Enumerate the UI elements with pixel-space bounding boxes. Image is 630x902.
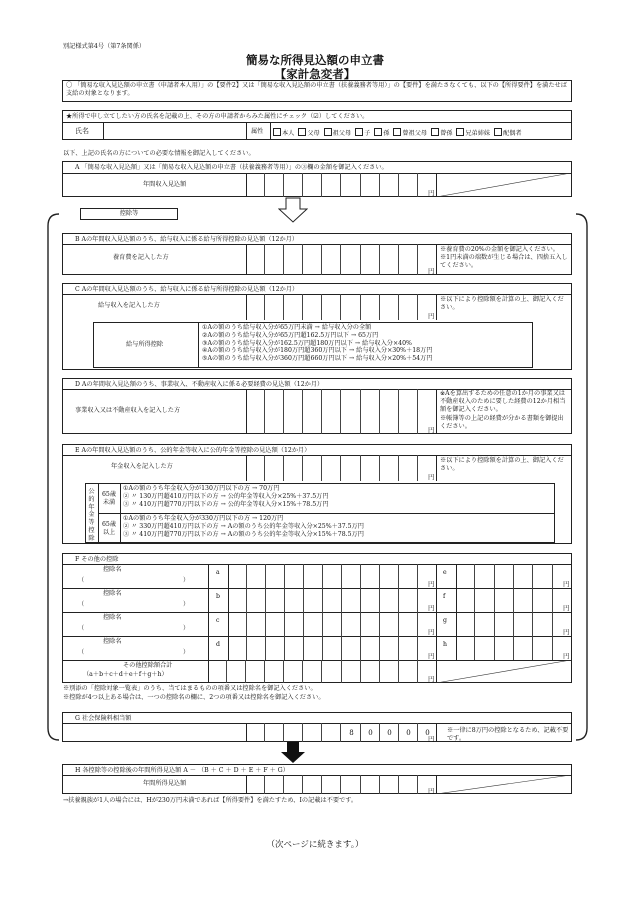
over65-rules: ①Aの額のうち年金収入分が330万円以下の方 → 120万円 ② 〃 330万円超410万円以下の方 → Aの額のうち公的年金等収入分×25%＋37.5万円 ③ 〃 410万円超770万円以下の方 → Aの額のうち公的年金等収入分×15%＋78.5万円 [123, 515, 364, 538]
section-f-total-formula: （a＋b＋c＋d＋e＋f＋g＋h） [83, 671, 168, 678]
section-c-calc-label: 給与所得控除 [126, 341, 164, 348]
intro-text: 〇 「簡易な収入見込額の申立書（申請者本人用）」の【要件2】又は「簡易な収入見込額の申立書（扶養義務者等用）」の【要件】を満たさなくても、以下の【所得要件】を満たせば支給の対象となります。 [66, 82, 567, 97]
checkbox-icon [494, 128, 502, 136]
section-d-note2: ※帳簿等の上記の経費が分かる書類を御提出ください。 [440, 415, 564, 430]
section-f-note1: ※別添の「控除対象一覧表」のうち、当てはまるものの項番又は控除名を御記入ください。 [63, 685, 317, 692]
attr-mago[interactable]: 孫 [374, 130, 389, 137]
checkbox-icon [374, 128, 382, 136]
deduction-name-label: 控除名 [103, 590, 122, 597]
letter-label: h [443, 641, 447, 648]
lead-text: 以下、上記の氏名の方についての必要な情報を御記入してください。 [63, 150, 255, 157]
yen-label: 円 [428, 312, 435, 320]
over65-label: 65歳以上 [101, 521, 117, 536]
section-h [62, 764, 572, 794]
section-f-total-label: その他控除額合計 [123, 662, 173, 669]
under65-label: 65歳未満 [101, 491, 117, 506]
yen-label: 円 [428, 473, 435, 481]
section-g [62, 712, 572, 742]
section-f-note2: ※控除が4つ以上ある場合は、一つの控除名の欄に、2つの項番又は控除名を御記入ください。 [63, 694, 325, 701]
deduction-amount-field[interactable] [456, 564, 571, 588]
attr-sonson[interactable]: 曾孫 [431, 130, 452, 137]
attr-sofubo[interactable]: 祖父母 [324, 130, 352, 137]
attr-options [273, 128, 522, 138]
section-d-title: D Aの年間収入見込額のうち、事業収入、不動産収入に係る必要経費の見込額（12か月） [75, 381, 324, 388]
section-e-calc [85, 483, 555, 543]
letter-label: e [443, 569, 447, 576]
paren-close: ） [183, 601, 190, 608]
section-d-note1: ※Aを算出するための任意の1か月の事業又は不動産収入のために要した経費の12か月相当額を御記入ください。 [440, 390, 566, 413]
section-f-total-field[interactable] [208, 660, 436, 683]
section-a-title: A 「簡易な収入見込額」又は「簡易な収入見込額の申立書（扶養義務者等用）」の③欄の金額を御記入ください。 [75, 164, 388, 171]
section-e-label: 年金収入を記入した方 [111, 463, 173, 470]
section-b [62, 233, 572, 275]
name-field[interactable] [104, 122, 244, 140]
section-b-note2: ※1円未満の端数が生じる場合は、四捨五入してください。 [440, 254, 568, 269]
checkbox-icon [355, 128, 363, 136]
section-a [62, 161, 572, 197]
section-c-label: 給与収入を記入した方 [98, 302, 160, 309]
section-a-hatch [436, 173, 571, 197]
paren-close: ） [183, 649, 190, 656]
paren-open: （ [78, 625, 85, 632]
yen-label: 円 [428, 267, 435, 275]
deduction-name-field[interactable] [85, 599, 181, 609]
section-h-label: 年間所得見込額 [143, 780, 187, 787]
section-c-amount-field[interactable] [246, 294, 436, 320]
attr-sosofubo[interactable]: 曾祖父母 [393, 130, 427, 137]
yen-label: 円 [428, 189, 435, 197]
deduction-amount-field[interactable] [456, 612, 571, 636]
attr-honnin[interactable]: 本人 [273, 130, 294, 137]
section-b-title: B Aの年間収入見込額のうち、給与収入に係る給与所得控除の見込額（12か月） [75, 236, 299, 243]
yen-label: 円 [428, 787, 435, 795]
checkbox-icon [324, 128, 332, 136]
deduction-name-label: 控除名 [103, 638, 122, 645]
yen-label: 円 [428, 735, 435, 743]
checkbox-icon [298, 128, 306, 136]
deduction-amount-field[interactable] [228, 564, 436, 588]
attr-haiguusha[interactable]: 配偶者 [494, 130, 522, 137]
letter-label: f [443, 593, 446, 600]
letter-label: d [216, 641, 220, 648]
section-h-amount-field[interactable] [246, 775, 436, 794]
intro-box [62, 80, 572, 102]
checkbox-icon [456, 128, 464, 136]
page-subtitle: 【家計急変者】 [274, 67, 356, 81]
continue-note: （次ページに続きます。） [266, 840, 364, 850]
section-c-title: C Aの年間収入見込額のうち、給与収入に係る給与所得控除の見込額（12か月） [75, 286, 299, 293]
attr-fubo[interactable]: 父母 [298, 130, 319, 137]
deduction-amount-field[interactable] [456, 636, 571, 660]
yen-label: 円 [563, 652, 570, 660]
paren-close: ） [183, 577, 190, 584]
section-c-calc [93, 322, 533, 368]
checkbox-icon [431, 128, 439, 136]
person-box [62, 110, 572, 140]
section-a-amount-field[interactable] [246, 173, 436, 197]
section-d [62, 378, 572, 434]
footnote: →扶養親族が1人の場合には、Hが230万円未満であれば【所得要件】を満たすため、Iの記載は不要です。 [63, 797, 358, 804]
checkbox-icon [393, 128, 401, 136]
yen-label: 円 [428, 426, 435, 434]
section-e [62, 444, 572, 544]
deduction-name-field[interactable] [85, 647, 181, 657]
section-e-side-label: 公的年金等控除 [88, 488, 95, 542]
section-f-hatch [436, 660, 571, 683]
under65-rules: ①Aの額のうち年金収入分が130万円以下の方 → 70万円 ② 〃 130万円超410万円以下の方 → 公的年金等収入分×25%＋37.5万円 ③ 〃 410万円超770万円以下の方 → 公的年金等収入分×15%＋78.5万円 [123, 485, 329, 508]
yen-label: 円 [563, 580, 570, 588]
form-number: 別記様式第4号（第7条関係） [63, 43, 146, 50]
paren-open: （ [78, 649, 85, 656]
section-e-amount-field[interactable] [246, 455, 436, 481]
yen-label: 円 [428, 580, 435, 588]
paren-close: ） [183, 625, 190, 632]
deduction-tag: 控除等 [80, 208, 178, 220]
section-b-amount-field[interactable] [246, 244, 436, 275]
deduction-name-field[interactable] [85, 623, 181, 633]
section-g-digits: 8 0 0 0 0 [349, 729, 430, 737]
paren-open: （ [78, 577, 85, 584]
section-f [62, 553, 572, 683]
deduction-amount-field[interactable] [228, 588, 436, 612]
down-arrow-filled-icon [280, 742, 306, 764]
letter-label: a [216, 569, 220, 576]
page-title: 簡易な所得見込額の申立書 [246, 53, 384, 67]
checkbox-icon [273, 128, 281, 136]
deduction-name-label: 控除名 [103, 566, 122, 573]
person-instruction: ★所得で申し立てしたい方の氏名を記載の上、その方の申請者からみた属性にチェック（☑）してください。 [66, 113, 369, 120]
deduction-name-field[interactable] [85, 575, 181, 585]
section-f-title: F その他の控除 [75, 556, 119, 563]
paren-open: （ [78, 601, 85, 608]
section-c-note: ※以下により控除額を計算の上、御記入ください。 [440, 296, 564, 311]
section-c-rules: ①Aの額のうち給与収入分が65万円未満 → 給与収入分の全額 ②Aの額のうち給与収入分が65万円超162.5万円以下 → 65万円 ③Aの額のうち給与収入分が162.5万円超180万円以下 → 給与収入分×40% ④Aの額のうち給与収入分が180万円超360万円以下 → 給与収入分×30%＋18万円 ⑤Aの額のうち給与収入分が360万円超660万円以下 → 給与収入分×20%＋54万円 [202, 324, 433, 362]
section-g-title: G 社会保険料相当額 [75, 715, 132, 722]
section-e-title: E Aの年間収入見込額のうち、公的年金等収入に公的年金等控除の見込額（12か月） [75, 447, 311, 454]
yen-label: 円 [563, 628, 570, 636]
section-g-note: ※一律に8万円の控除となるため、記載不要です。 [447, 727, 569, 742]
yen-label: 円 [428, 652, 435, 660]
section-a-label: 年間収入見込額 [143, 181, 187, 188]
attr-ko[interactable]: 子 [355, 130, 370, 137]
section-h-hatch [436, 775, 571, 794]
section-d-amount-field[interactable] [246, 389, 436, 434]
attr-label: 属性 [251, 128, 264, 135]
letter-label: c [216, 617, 220, 624]
letter-label: b [216, 593, 220, 600]
deduction-name-label: 控除名 [103, 614, 122, 621]
section-h-title: H 各控除等の控除後の年間所得見込額 A － （B ＋ C ＋ D ＋ E ＋ F ＋ G） [75, 767, 289, 774]
section-b-note1: ※養育費の20%の金額を御記入ください。 [440, 246, 559, 253]
yen-label: 円 [563, 604, 570, 612]
deduction-amount-field[interactable] [456, 588, 571, 612]
attr-kyoudai[interactable]: 兄弟姉妹 [456, 130, 490, 137]
yen-label: 円 [428, 675, 435, 683]
yen-label: 円 [428, 628, 435, 636]
deduction-amount-field[interactable] [228, 636, 436, 660]
section-b-label: 養育費を記入した方 [113, 254, 169, 261]
section-e-note: ※以下により控除額を計算の上、御記入ください。 [440, 457, 564, 472]
section-d-label: 事業収入又は不動産収入を記入した方 [75, 407, 181, 414]
deduction-amount-field[interactable] [228, 612, 436, 636]
letter-label: g [443, 617, 447, 624]
yen-label: 円 [428, 604, 435, 612]
name-label: 氏名 [75, 127, 89, 135]
section-c [62, 283, 572, 370]
